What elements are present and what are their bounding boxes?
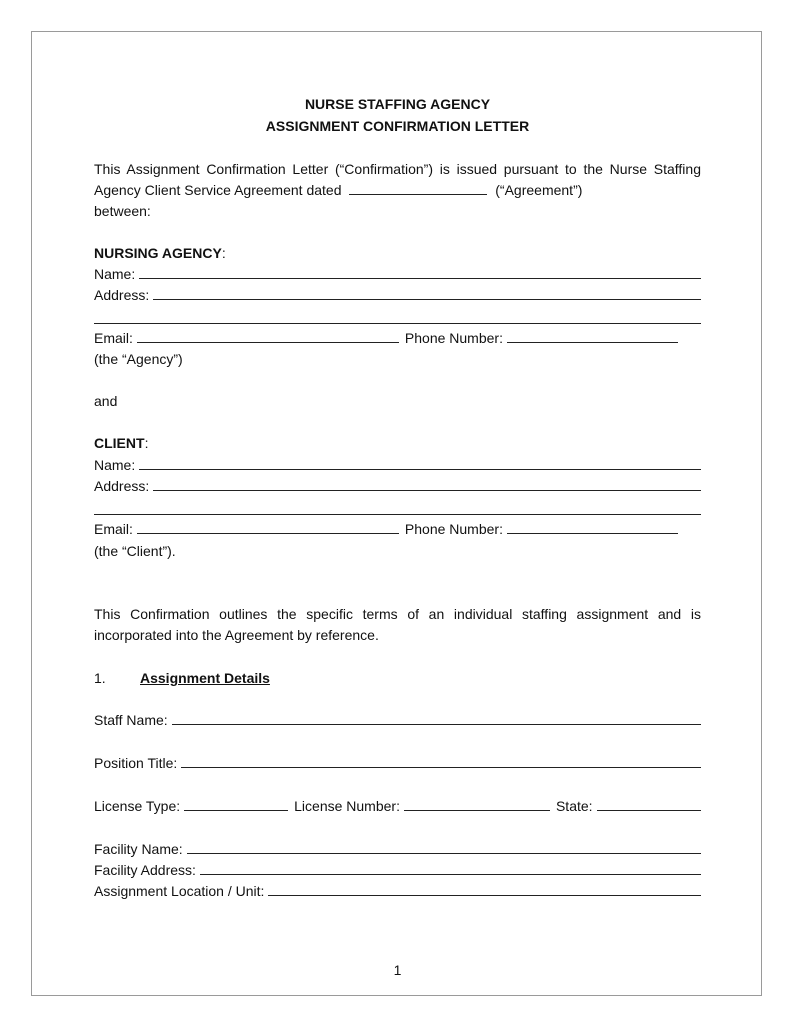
assignment-location-label: Assignment Location / Unit:	[94, 883, 265, 899]
client-phone-field[interactable]	[507, 519, 678, 534]
client-name-row	[94, 455, 701, 476]
client-address-field[interactable]	[153, 476, 701, 491]
client-address-line-2-field[interactable]	[94, 513, 701, 515]
agency-address-field[interactable]	[153, 285, 701, 300]
assignment-location-field[interactable]	[268, 881, 701, 896]
position-title-label: Position Title:	[94, 755, 178, 771]
staff-name-field[interactable]	[172, 710, 701, 725]
license-number-field[interactable]	[404, 796, 550, 811]
connector-and: and	[94, 393, 118, 409]
agency-email-label: Email:	[94, 330, 133, 346]
document-page	[31, 31, 762, 996]
facility-name-field[interactable]	[187, 839, 701, 854]
agency-phone-label: Phone Number:	[404, 330, 503, 346]
agreement-date-field[interactable]	[349, 180, 487, 195]
client-email-field[interactable]	[137, 519, 399, 534]
agency-address-row	[94, 285, 701, 306]
document-title-line-2: ASSIGNMENT CONFIRMATION LETTER	[265, 118, 530, 134]
agency-heading: NURSING AGENCY	[94, 245, 222, 261]
section-1-heading: Assignment Details	[140, 670, 270, 686]
agency-address-line-2-field[interactable]	[94, 322, 701, 324]
client-email-label: Email:	[94, 521, 133, 537]
agency-email-field[interactable]	[137, 328, 399, 343]
client-designation: (the “Client”).	[94, 543, 176, 559]
outline-paragraph: This Confirmation outlines the specific terms of an individual staffing assignment and is incorporated into the Agreement by reference.	[94, 606, 701, 643]
position-title-field[interactable]	[181, 753, 701, 768]
agency-address-label: Address:	[94, 287, 150, 303]
staff-name-label: Staff Name:	[94, 712, 168, 728]
client-contact-row	[94, 519, 701, 540]
agency-name-label: Name:	[94, 266, 136, 282]
client-name-label: Name:	[94, 457, 136, 473]
client-address-label: Address:	[94, 478, 150, 494]
facility-address-row	[94, 860, 701, 881]
client-heading-colon: :	[144, 435, 149, 451]
facility-address-field[interactable]	[200, 860, 701, 875]
facility-address-label: Facility Address:	[94, 862, 196, 878]
client-phone-label: Phone Number:	[404, 521, 503, 537]
section-1-heading-row	[94, 668, 701, 689]
agency-name-row	[94, 264, 701, 285]
client-address-row	[94, 476, 701, 497]
client-heading: CLIENT	[94, 435, 145, 451]
facility-name-label: Facility Name:	[94, 841, 183, 857]
section-1-number: 1.	[94, 670, 106, 686]
state-field[interactable]	[597, 796, 701, 811]
intro-between: between:	[94, 203, 151, 219]
intro-agreement-term: (“Agreement”)	[495, 182, 583, 198]
agency-contact-row	[94, 328, 701, 349]
license-row	[94, 796, 701, 817]
facility-name-row	[94, 839, 701, 860]
license-number-label: License Number:	[294, 798, 400, 814]
client-heading-row	[94, 433, 701, 454]
page-number: 1	[393, 962, 402, 978]
intro-text: This Assignment Confirmation Letter (“Confirmation”) is issued pursuant to the Nurse Staffing Agency Client Service Agreement dated	[94, 161, 701, 198]
client-name-field[interactable]	[139, 455, 701, 470]
agency-heading-row	[94, 243, 701, 264]
agency-heading-colon: :	[221, 245, 226, 261]
position-title-row	[94, 753, 701, 774]
state-label: State:	[555, 798, 593, 814]
agency-designation: (the “Agency”)	[94, 351, 183, 367]
agency-name-field[interactable]	[139, 264, 701, 279]
document-title-line-1: NURSE STAFFING AGENCY	[304, 96, 491, 112]
license-type-field[interactable]	[184, 796, 288, 811]
assignment-location-row	[94, 881, 701, 902]
license-type-label: License Type:	[94, 798, 181, 814]
agency-phone-field[interactable]	[507, 328, 678, 343]
staff-name-row	[94, 710, 701, 731]
intro-paragraph	[94, 159, 701, 222]
